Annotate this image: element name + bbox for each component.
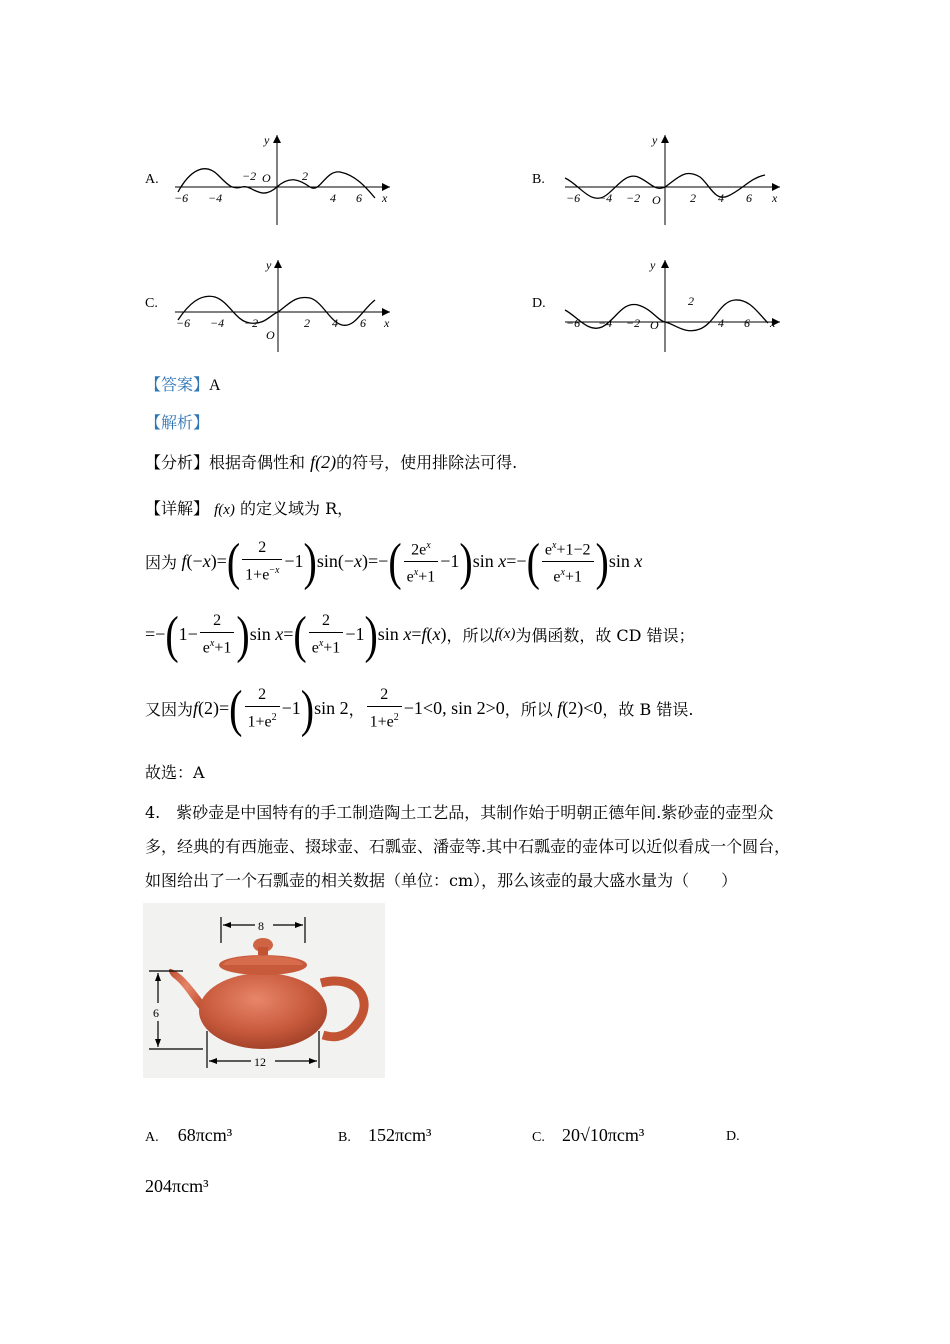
option-d-label: D. <box>532 296 546 311</box>
graph-c-tick-4: 4 <box>332 316 338 330</box>
graph-b-svg <box>560 130 785 230</box>
graph-d-tick-4: 4 <box>718 316 724 330</box>
line3-tail: ，故 B 错误. <box>602 700 694 720</box>
graph-b-tick-m6: −6 <box>566 191 581 205</box>
graph-b <box>560 130 785 230</box>
frac-7: $\frac{2}{1+e^2}$ <box>367 684 402 733</box>
derivation-line-1: 因为 f(−x)= ( $\frac{2}{1+e^{-x}}$ −1 ) sin(−x)=− ( $\frac{2e^x}{e^x+1}$ −1 ) sin x=− ( $\frac{e^x+1-2}{e^x+1}$ ) sin x <box>145 532 643 592</box>
option-b-value: 152πcm³ <box>367 1125 432 1145</box>
graph-d-tick-2: 2 <box>688 294 694 308</box>
line3-mid2: ，所以 <box>504 700 553 720</box>
graph-c <box>170 255 395 355</box>
frac-1: $\frac{2}{1+e^{-x}}$ <box>242 537 282 586</box>
frac-3: $\frac{e^x+1-2}{e^x+1}$ <box>542 535 594 589</box>
fenxi-expr: f(2) <box>310 452 337 472</box>
q4-line-2: 多，经典的有西施壶、掇球壶、石瓢壶、潘壶等.其中石瓢壶的壶体可以近似看成一个圆台， <box>145 837 791 856</box>
option-b-label: B. <box>532 172 545 187</box>
option-a[interactable] <box>145 1125 232 1146</box>
graph-d-xlabel: x <box>770 316 776 330</box>
option-b[interactable] <box>338 1125 431 1146</box>
graph-b-xlabel: x <box>772 191 778 205</box>
option-b-label-q4: B. <box>338 1130 351 1145</box>
graph-b-tick-m2: −2 <box>626 191 641 205</box>
fenxi-line <box>145 450 517 473</box>
graph-d-origin: O <box>650 318 659 332</box>
line2-tail2: 为偶函数，故 CD 错误； <box>515 626 695 646</box>
option-d-value-wrap <box>145 1176 208 1197</box>
graph-d-ylabel: y <box>650 258 656 272</box>
line1-math: f(−x)= <box>181 551 227 572</box>
answer-line <box>145 372 221 395</box>
frac-5: $\frac{2}{e^x+1}$ <box>309 610 344 659</box>
fenxi-text2: 的符号，使用排除法可得. <box>336 453 518 472</box>
graph-c-origin: O <box>266 328 275 342</box>
graph-a-tick-m6: −6 <box>174 191 189 205</box>
derivation-line-2: =− ( 1− $\frac{2}{e^x+1}$ ) sin x= ( $\frac{2}{e^x+1}$ −1 ) sin x=f(x) ，所以 f(x) 为偶函数，故 CD 错误； <box>145 605 695 664</box>
option-d[interactable] <box>726 1125 740 1145</box>
graph-c-xlabel: x <box>384 316 390 330</box>
option-a-value: 68πcm³ <box>177 1125 233 1145</box>
graph-a-ylabel: y <box>264 133 270 147</box>
option-c-label-q4: C. <box>532 1130 545 1145</box>
graph-c-svg <box>170 255 395 355</box>
graph-a-tick-m2: −2 <box>242 169 257 183</box>
graph-b-tick-4: 4 <box>718 191 724 205</box>
graph-b-tick-6: 6 <box>746 191 752 205</box>
graph-b-tick-m4: −4 <box>598 191 613 205</box>
graph-d <box>560 255 785 355</box>
graph-a <box>170 130 395 230</box>
graph-c-tick-m2: −2 <box>244 316 259 330</box>
line3-lead: 又因为 <box>145 700 194 720</box>
option-c-label: C. <box>145 296 158 311</box>
graph-d-tick-6: 6 <box>744 316 750 330</box>
answer-tag: 【答案】 <box>145 375 210 394</box>
graph-c-ylabel: y <box>266 258 272 272</box>
option-a-label-q4: A. <box>145 1130 159 1145</box>
q4-line-1: 4. 紫砂壶是中国特有的手工制造陶土工艺品，其制作始于明朝正德年间.紫砂壶的壶型众 <box>145 803 774 822</box>
frac-6: $\frac{2}{1+e^2}$ <box>245 684 280 733</box>
derivation-line-3: 又因为 f(2)= ( $\frac{2}{1+e^2}$ −1 ) sin 2 ， $\frac{2}{1+e^2}$ −1<0, sin 2>0 ，所以 f(2)<0 ，故 B 错误. <box>145 679 694 738</box>
conclusion: 故选：A <box>145 763 205 782</box>
graph-c-tick-2: 2 <box>304 316 310 330</box>
graph-d-svg <box>560 255 785 355</box>
line1-lead: 因为 <box>145 553 178 573</box>
xiangjie-text: 的定义域为 R， <box>240 499 354 518</box>
line3-mid: ， <box>348 700 365 720</box>
analysis-tag: 【解析】 <box>145 413 210 432</box>
xiangjie-tag: 【详解】 <box>145 499 210 518</box>
graph-a-svg <box>170 130 395 230</box>
dim-bottom: 12 <box>254 1055 266 1069</box>
graph-a-tick-4: 4 <box>330 191 336 205</box>
dim-height: 6 <box>153 1006 159 1020</box>
teapot-svg <box>143 903 385 1078</box>
line2-tail1: ，所以 <box>446 626 495 646</box>
graph-d-tick-m2: −2 <box>626 316 641 330</box>
graph-a-tick-2: 2 <box>302 169 308 183</box>
graph-d-tick-m4: −4 <box>598 316 613 330</box>
graph-b-ylabel: y <box>652 133 658 147</box>
graph-c-tick-6: 6 <box>360 316 366 330</box>
graph-a-tick-6: 6 <box>356 191 362 205</box>
teapot-figure <box>143 903 385 1078</box>
answer-value: A <box>209 377 221 394</box>
graph-b-tick-2: 2 <box>690 191 696 205</box>
xiangjie-line <box>145 496 353 519</box>
graph-a-tick-m4: −4 <box>208 191 223 205</box>
graph-a-xlabel: x <box>382 191 388 205</box>
fenxi-tag: 【分析】 <box>145 453 210 472</box>
frac-2: $\frac{2e^x}{e^x+1}$ <box>404 535 439 589</box>
graph-c-tick-m6: −6 <box>176 316 191 330</box>
graph-b-origin: O <box>652 193 661 207</box>
graph-c-tick-m4: −4 <box>210 316 225 330</box>
frac-4: $\frac{2}{e^x+1}$ <box>200 610 235 659</box>
q4-line-3: 如图给出了一个石瓢壶的相关数据（单位：cm），那么该壶的最大盛水量为（ ） <box>145 871 738 890</box>
option-d-value: 204πcm³ <box>145 1176 209 1196</box>
graph-d-tick-m6: −6 <box>566 316 581 330</box>
option-d-label-q4: D. <box>726 1129 740 1144</box>
dim-top: 8 <box>258 919 264 933</box>
graph-a-origin: O <box>262 171 271 185</box>
option-c-value: 20√10πcm³ <box>561 1125 645 1145</box>
option-c[interactable] <box>532 1125 644 1146</box>
option-a-label: A. <box>145 172 159 187</box>
fenxi-text1: 根据奇偶性和 <box>209 453 306 472</box>
xiangjie-fx: f(x) <box>214 502 235 518</box>
